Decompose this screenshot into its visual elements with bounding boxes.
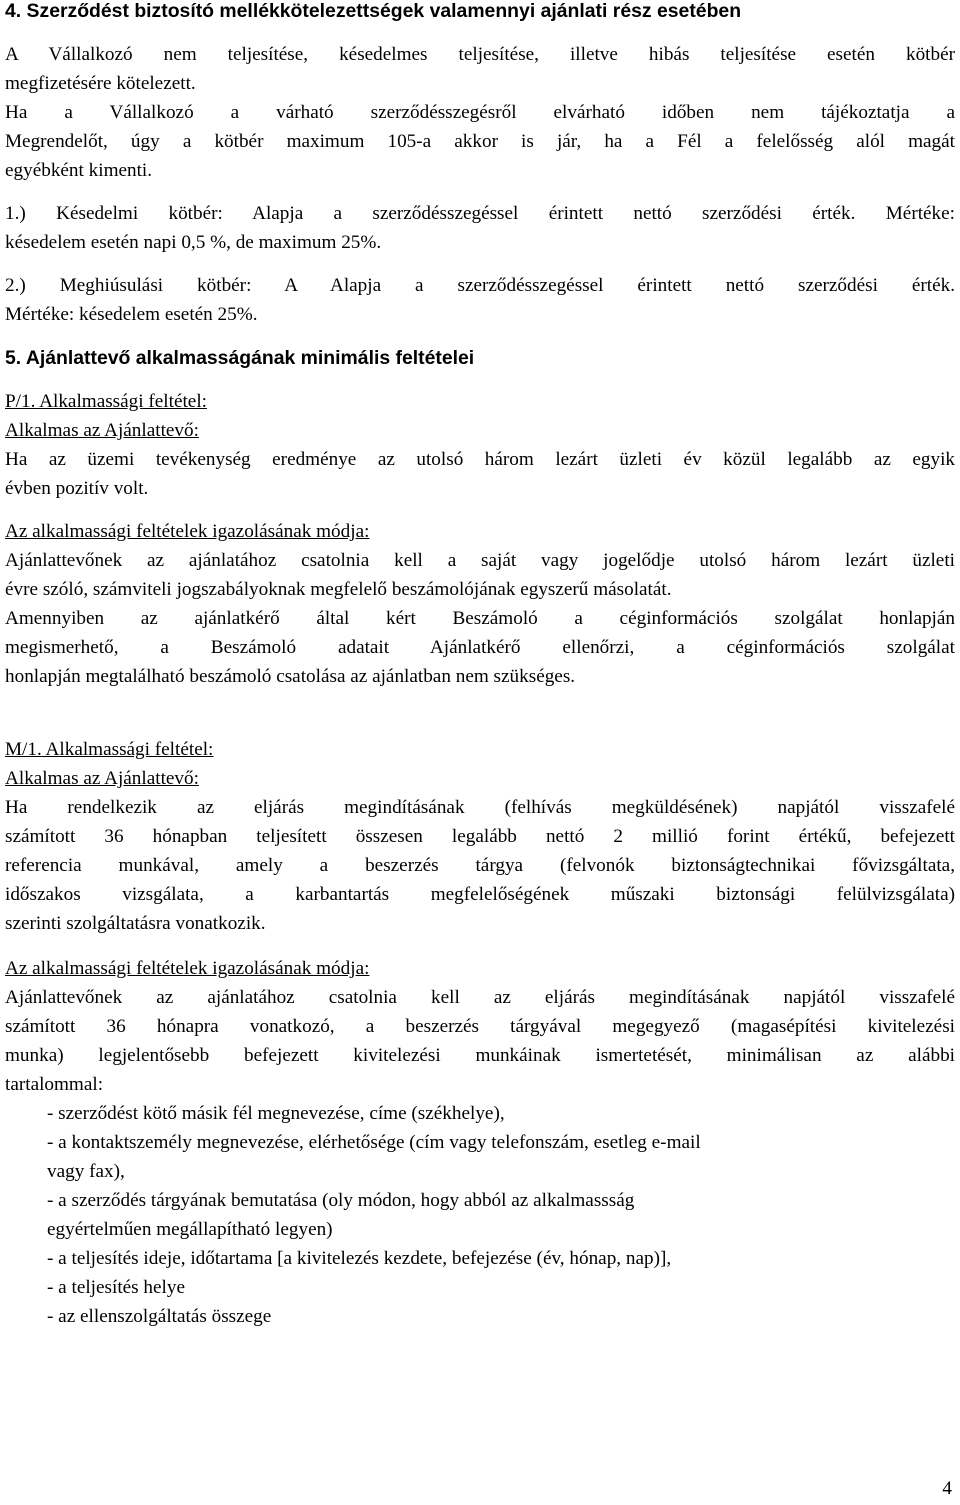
text-line: Mértéke: késedelem esetén 25%. bbox=[5, 304, 258, 325]
text-line: Ajánlattevőnek az ajánlatához csatolnia kell a saját vagy jogelődje utolsó három lezárt üzleti bbox=[5, 550, 955, 571]
text-line: tartalommal: bbox=[5, 1074, 104, 1095]
text-line: megfizetésére kötelezett. bbox=[5, 73, 196, 94]
page-number: 4 bbox=[942, 1478, 952, 1499]
text-line: 2.) Meghiúsulási kötbér: A Alapja a szerződésszegéssel érintett nettó szerződési érték. bbox=[5, 275, 955, 296]
section-4-intro bbox=[5, 40, 955, 98]
criterion-label: Alkalmassági feltétel: bbox=[41, 739, 214, 760]
text-line: számított 36 hónapra vonatkozó, a beszerzés tárgyával megegyező (magasépítési kivitelezési bbox=[5, 1016, 955, 1037]
text-line: Ha a Vállalkozó a várható szerződésszegésről elvárható időben nem tájékoztatja a bbox=[5, 102, 955, 123]
criterion-m1-subhead: Alkalmas az Ajánlattevő: bbox=[5, 768, 199, 789]
penalty-failure bbox=[5, 271, 955, 329]
criterion-p1-title bbox=[5, 387, 955, 416]
text-line: Amennyiben az ajánlatkérő által kért Beszámoló a céginformációs szolgálat honlapján bbox=[5, 608, 955, 629]
text-line: egyébként kimenti. bbox=[5, 160, 153, 181]
text-line: munka) legjelentősebb befejezett kivitelezési munkáinak ismertetését, minimálisan az alábbi bbox=[5, 1045, 955, 1066]
criterion-m1-title bbox=[5, 735, 955, 764]
text-line: Ajánlattevőnek az ajánlatához csatolnia kell az eljárás megindításának napjától visszafelé bbox=[5, 987, 955, 1008]
list-item: - szerződést kötő másik fél megnevezése, címe (székhelye), bbox=[47, 1103, 505, 1124]
text-line: időszakos vizsgálata, a karbantartás megfelelőségének műszaki biztonsági felülvizsgálata) bbox=[5, 884, 955, 905]
list-item: - az ellenszolgáltatás összege bbox=[47, 1306, 272, 1327]
text-line: A Vállalkozó nem teljesítése, késedelmes teljesítése, illetve hibás teljesítése esetén kötbér bbox=[5, 44, 955, 65]
section-5-heading: 5. Ajánlattevő alkalmasságának minimális feltételei bbox=[5, 347, 475, 369]
criterion-p1 bbox=[5, 387, 955, 503]
text-line: Megrendelőt, úgy a kötbér maximum 105-a akkor is jár, ha a Fél a felelősség alól magát bbox=[5, 131, 955, 152]
list-item: - a kontaktszemély megnevezése, elérhetősége (cím vagy telefonszám, esetleg e-mail bbox=[47, 1132, 701, 1153]
criterion-p1-proof bbox=[5, 517, 955, 691]
criterion-label: Alkalmassági feltétel: bbox=[35, 391, 207, 412]
section-4-heading: 4. Szerződést biztosító mellékkötelezettségek valamennyi ajánlati rész esetében bbox=[5, 0, 742, 22]
list-item-continuation: egyértelműen megállapítható legyen) bbox=[47, 1219, 333, 1240]
list-item-continuation: vagy fax), bbox=[47, 1161, 125, 1182]
text-line: referencia munkával, amely a beszerzés tárgya (felvonók biztonságtechnikai fővizsgáltata, bbox=[5, 855, 955, 876]
text-line: honlapján megtalálható beszámoló csatolása az ajánlatban nem szükséges. bbox=[5, 666, 576, 687]
list-item: - a szerződés tárgyának bemutatása (oly módon, hogy abból az alkalmassság bbox=[47, 1190, 635, 1211]
proof-heading: Az alkalmassági feltételek igazolásának módja: bbox=[5, 521, 370, 542]
text-line: Ha az üzemi tevékenység eredménye az utolsó három lezárt üzleti év közül legalább az egyik bbox=[5, 449, 955, 470]
text-line: évben pozitív volt. bbox=[5, 478, 149, 499]
text-line: Ha rendelkezik az eljárás megindításának (felhívás megküldésének) napjától visszafelé bbox=[5, 797, 955, 818]
proof-heading: Az alkalmassági feltételek igazolásának módja: bbox=[5, 958, 370, 979]
penalty-delay bbox=[5, 199, 955, 257]
list-item: - a teljesítés helye bbox=[47, 1277, 185, 1298]
criterion-code: P/1. bbox=[5, 391, 36, 412]
text-line: szerinti szolgáltatásra vonatkozik. bbox=[5, 913, 266, 934]
section-4-notice bbox=[5, 98, 955, 185]
criterion-code: M/1. bbox=[5, 739, 42, 760]
content-list bbox=[47, 1099, 955, 1331]
text-line: késedelem esetén napi 0,5 %, de maximum 25%. bbox=[5, 232, 382, 253]
document-page bbox=[5, 0, 955, 1331]
criterion-p1-subhead: Alkalmas az Ajánlattevő: bbox=[5, 420, 199, 441]
text-line: megismerhető, a Beszámoló adatait Ajánlatkérő ellenőrzi, a céginformációs szolgálat bbox=[5, 637, 955, 658]
text-line: 1.) Késedelmi kötbér: Alapja a szerződésszegéssel érintett nettó szerződési érték. Mértéke: bbox=[5, 203, 955, 224]
list-item: - a teljesítés ideje, időtartama [a kivitelezés kezdete, befejezése (év, hónap, nap)], bbox=[47, 1248, 672, 1269]
text-line: számított 36 hónapban teljesített összesen legalább nettó 2 millió forint értékű, befejezett bbox=[5, 826, 955, 847]
text-line: évre szóló, számviteli jogszabályoknak megfelelő beszámolójának egyszerű másolatát. bbox=[5, 579, 672, 600]
criterion-m1 bbox=[5, 735, 955, 938]
criterion-m1-proof bbox=[5, 954, 955, 1099]
